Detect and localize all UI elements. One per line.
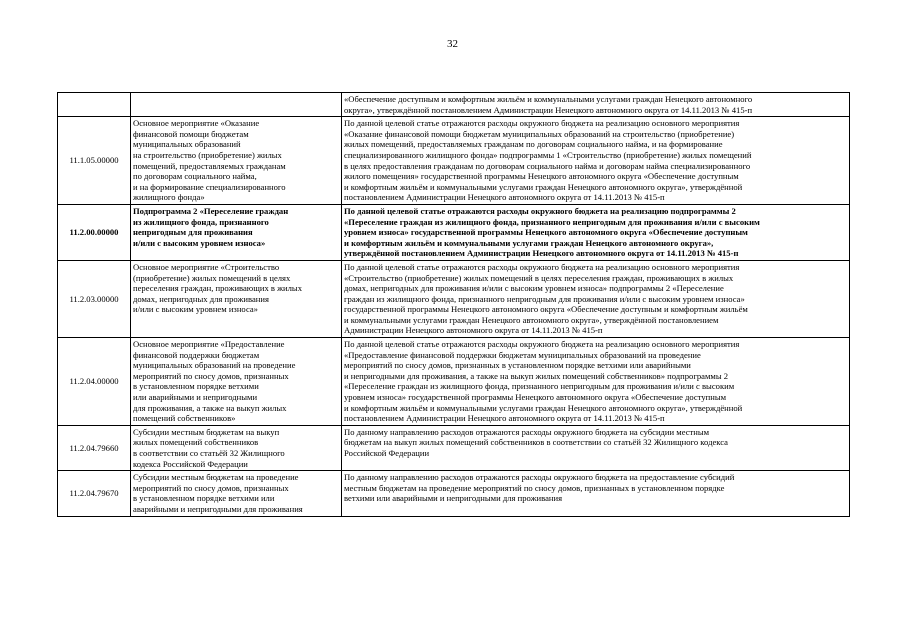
article-name-line: из жилищного фонда, признанного	[133, 216, 269, 227]
article-name-line: или аварийными и непригодными	[133, 392, 258, 403]
article-name-cell	[131, 338, 342, 426]
article-description-line: жилого помещения» государственной программы Ненецкого автономного округа «Обеспечение доступным	[344, 171, 739, 182]
article-name-cell	[131, 93, 342, 117]
article-description-line: постановлением Администрации Ненецкого автономного округа от 14.11.2013 № 415-п	[344, 192, 665, 203]
article-description-line: «Обеспечение доступным и комфортным жильём и коммунальными услугами граждан Ненецкого автономного	[344, 94, 753, 104]
article-description-line: «Строительство (приобретение) жилых помещений в целях переселения граждан, проживающих в жилых	[344, 272, 734, 283]
table-row	[58, 425, 850, 470]
article-name-line: домах, непригодных для проживания	[133, 293, 269, 304]
article-description-cell	[342, 260, 850, 337]
article-name-line: кодекса Российской Федерации	[133, 458, 248, 469]
article-name-line: муниципальных образований	[133, 139, 241, 150]
article-description-line: уровнем износа» государственной программы Ненецкого автономного округа «Обеспечение доступным	[344, 392, 727, 403]
article-name-cell	[131, 471, 342, 516]
article-name-line: мероприятий по сносу домов, признанных	[133, 370, 289, 381]
article-name-line: Субсидии местным бюджетам на проведение	[133, 472, 299, 483]
article-description-line: По данной целевой статье отражаются расходы окружного бюджета на реализацию основного мероприятия	[344, 339, 740, 350]
target-article-code	[58, 93, 131, 117]
target-article-code: 11.2.04.00000	[58, 338, 131, 426]
article-description-line: постановлением Администрации Ненецкого автономного округа от 14.11.2013 № 415-п	[344, 413, 665, 424]
target-article-code: 11.2.00.00000	[58, 204, 131, 260]
target-article-code: 11.2.04.79660	[58, 425, 131, 470]
article-description-line: «Оказание финансовой помощи бюджетам муниципальных образований на строительство (приобретение)	[344, 128, 735, 139]
article-description-line: По данной целевой статье отражаются расходы окружного бюджета на реализацию основного мероприятия	[344, 118, 740, 129]
article-description-line: специализированного жилищного фонда» подпрограммы 1 «Строительство (приобретение) жилых помещений	[344, 149, 752, 160]
article-name-line: (приобретение) жилых помещений в целях	[133, 272, 291, 283]
article-name-line: для проживания, а также на выкуп жилых	[133, 402, 287, 413]
article-name-line: Субсидии местным бюджетам на выкуп	[133, 426, 280, 437]
article-description-line: и непригодными для проживания, а также на выкуп жилых помещений собственников» подпрограммы 2	[344, 370, 729, 381]
article-description-cell	[342, 338, 850, 426]
article-name-line: Основное мероприятие «Оказание	[133, 118, 260, 129]
article-name-line: в установленном порядке ветхими или	[133, 493, 275, 504]
table-row	[58, 260, 850, 337]
article-description-cell	[342, 117, 850, 205]
article-description-line: По данной целевой статье отражаются расходы окружного бюджета на реализацию основного мероприятия	[344, 261, 740, 272]
article-description-line: По данному направлению расходов отражаются расходы окружного бюджета на предоставление субсидий	[344, 472, 735, 483]
table-row	[58, 117, 850, 205]
table-row	[58, 338, 850, 426]
article-description-line: местным бюджетам на проведение мероприятий по сносу домов, признанных в установленном порядке	[344, 482, 725, 493]
article-description-line: округа», утверждённой постановлением Администрации Ненецкого автономного округа от 14.11.2013 № 415-п	[344, 104, 753, 115]
article-description-cell	[342, 471, 850, 516]
article-name-cell	[131, 260, 342, 337]
article-description-line: «Предоставление финансовой поддержки бюджетам муниципальных образований на проведение	[344, 349, 701, 360]
article-name-line: и/или с высоким уровнем износа»	[133, 237, 266, 248]
table-row	[58, 93, 850, 117]
table-row	[58, 471, 850, 516]
article-description-cell	[342, 204, 850, 260]
article-description-line: в целях предоставления гражданам по договорам социального найма и договорам найма специализированного	[344, 160, 751, 171]
article-name-line: финансовой помощи бюджетам	[133, 128, 249, 139]
article-name-line: в соответствии со статьёй 32 Жилищного	[133, 448, 285, 458]
article-name-line: и на формирование специализированного	[133, 181, 286, 192]
article-description-line: и комфортным жильём и коммунальными услугами граждан Ненецкого автономного округа», утверждённой	[344, 402, 743, 413]
budget-classification-table	[57, 92, 850, 517]
article-name-cell	[131, 425, 342, 470]
target-article-code: 11.2.03.00000	[58, 260, 131, 337]
article-description-line: домах, непригодных для проживания и/или с высоким уровнем износа» подпрограммы 2 «Переселение	[344, 283, 724, 294]
page-number: 32	[447, 38, 458, 50]
article-name-line: Основное мероприятие «Строительство	[133, 261, 280, 272]
article-name-line: аварийными и непригодными для проживания	[133, 503, 303, 514]
article-name-line: на строительство (приобретение) жилых	[133, 149, 282, 160]
article-description-line: граждан из жилищного фонда, признанного непригодным для проживания и/или с высоким уровнем износа»	[344, 293, 745, 304]
article-description-line: По данному направлению расходов отражаются расходы окружного бюджета на субсидии местным	[344, 426, 710, 437]
article-name-line: муниципальных образований на проведение	[133, 360, 296, 371]
article-name-line: жилищного фонда»	[133, 192, 205, 203]
article-name-line: помещений собственников»	[133, 413, 236, 424]
target-article-code: 11.2.04.79670	[58, 471, 131, 516]
article-description-line: государственной программы Ненецкого автономного округа «Обеспечение доступным и комфортным жильём	[344, 304, 748, 315]
article-description-line: и комфортным жильём и коммунальными услугами граждан Ненецкого автономного округа»,	[344, 237, 714, 248]
article-description-line: Российской Федерации	[344, 448, 430, 458]
article-description-line: и комфортным жильём и коммунальными услугами граждан Ненецкого автономного округа», утверждённой	[344, 181, 743, 192]
article-description-line: Администрации Ненецкого автономного округа от 14.11.2013 № 415-п	[344, 325, 603, 336]
article-name-line: по договорам социального найма,	[133, 171, 257, 182]
article-description-line: и коммунальными услугами граждан Ненецкого автономного округа», утверждённой постановлением	[344, 314, 719, 325]
article-name-line: в установленном порядке ветхими	[133, 381, 259, 392]
article-description-line: утверждённой постановлением Администрации Ненецкого автономного округа от 14.11.2013 № 415-п	[344, 248, 739, 259]
article-name-line: мероприятий по сносу домов, признанных	[133, 482, 289, 493]
table-row	[58, 204, 850, 260]
article-description-line: «Переселение граждан из жилищного фонда, признанного непригодным для проживания и/или с высоким	[344, 381, 735, 392]
article-description-cell	[342, 425, 850, 470]
article-name-line: финансовой поддержки бюджетам	[133, 349, 260, 360]
article-description-line: «Переселение граждан из жилищного фонда, признанного непригодным для проживания и/или с высоким	[344, 216, 760, 227]
article-description-line: бюджетам на выкуп жилых помещений собственников в соответствии со статьёй 32 Жилищного кодекса	[344, 437, 728, 448]
article-name-cell	[131, 117, 342, 205]
article-name-line: непригодным для проживания	[133, 227, 253, 238]
article-name-cell	[131, 204, 342, 260]
article-description-cell	[342, 93, 850, 117]
article-name-line: Основное мероприятие «Предоставление	[133, 339, 285, 350]
article-description-line: По данной целевой статье отражаются расходы окружного бюджета на реализацию подпрограммы 2	[344, 205, 736, 216]
article-name-line: помещений, предоставляемых гражданам	[133, 160, 286, 171]
article-description-line: ветхими или аварийными и непригодными для проживания	[344, 493, 563, 504]
article-name-line: и/или с высоким уровнем износа»	[133, 304, 258, 315]
table-body	[58, 93, 850, 517]
target-article-code: 11.1.05.00000	[58, 117, 131, 205]
article-name-line: жилых помещений собственников	[133, 437, 259, 448]
article-description-line: мероприятий по сносу домов, признанных в установленном порядке ветхими или аварийными	[344, 360, 691, 371]
article-description-line: жилых помещений, предоставляемых гражданам по договорам социального найма, и на формирование	[344, 139, 723, 150]
article-name-line: переселения граждан, проживающих в жилых	[133, 283, 302, 294]
article-description-line: уровнем износа» государственной программы Ненецкого автономного округа «Обеспечение доступным	[344, 227, 748, 238]
article-name-line: Подпрограмма 2 «Переселение граждан	[133, 205, 289, 216]
